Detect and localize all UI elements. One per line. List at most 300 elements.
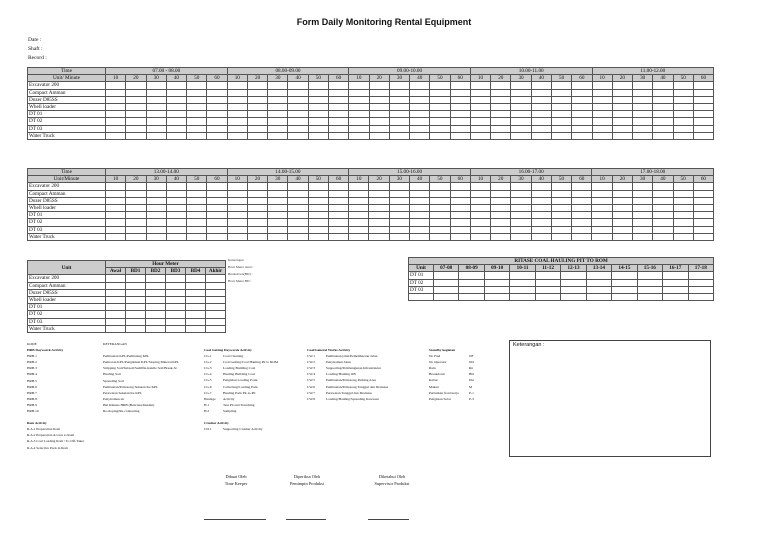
ritase-cell[interactable]: [434, 272, 459, 279]
activity-cell[interactable]: [430, 89, 450, 96]
activity-cell[interactable]: [308, 96, 328, 103]
hour-meter-cell[interactable]: [146, 275, 166, 282]
activity-cell[interactable]: [227, 111, 247, 118]
activity-cell[interactable]: [653, 183, 673, 190]
activity-cell[interactable]: [430, 219, 450, 226]
activity-cell[interactable]: [268, 89, 288, 96]
activity-cell[interactable]: [430, 183, 450, 190]
activity-cell[interactable]: [389, 82, 409, 89]
ritase-cell[interactable]: [459, 294, 484, 301]
activity-cell[interactable]: [531, 233, 551, 240]
activity-cell[interactable]: [187, 233, 207, 240]
activity-cell[interactable]: [410, 205, 430, 212]
activity-cell[interactable]: [288, 132, 308, 139]
activity-cell[interactable]: [491, 190, 511, 197]
activity-cell[interactable]: [653, 125, 673, 132]
activity-cell[interactable]: [673, 190, 693, 197]
activity-cell[interactable]: [592, 233, 612, 240]
activity-cell[interactable]: [166, 190, 186, 197]
ritase-cell[interactable]: [434, 279, 459, 286]
activity-cell[interactable]: [329, 104, 349, 111]
activity-cell[interactable]: [126, 96, 146, 103]
activity-cell[interactable]: [673, 183, 693, 190]
activity-cell[interactable]: [328, 233, 348, 240]
activity-cell[interactable]: [410, 219, 430, 226]
activity-cell[interactable]: [551, 197, 571, 204]
activity-cell[interactable]: [389, 89, 409, 96]
ritase-cell[interactable]: [688, 272, 714, 279]
activity-cell[interactable]: [693, 104, 713, 111]
hour-meter-cell[interactable]: [146, 289, 166, 296]
hour-meter-cell[interactable]: [106, 289, 126, 296]
activity-cell[interactable]: [673, 125, 693, 132]
activity-cell[interactable]: [410, 197, 430, 204]
activity-cell[interactable]: [551, 205, 571, 212]
activity-cell[interactable]: [268, 226, 288, 233]
activity-cell[interactable]: [470, 205, 490, 212]
ritase-cell[interactable]: [484, 272, 509, 279]
activity-cell[interactable]: [329, 118, 349, 125]
activity-cell[interactable]: [227, 233, 247, 240]
activity-cell[interactable]: [470, 111, 490, 118]
activity-cell[interactable]: [187, 183, 207, 190]
activity-cell[interactable]: [531, 118, 551, 125]
activity-cell[interactable]: [693, 233, 713, 240]
activity-cell[interactable]: [268, 96, 288, 103]
activity-cell[interactable]: [430, 233, 450, 240]
activity-cell[interactable]: [369, 125, 389, 132]
activity-cell[interactable]: [389, 190, 409, 197]
activity-cell[interactable]: [491, 205, 511, 212]
activity-cell[interactable]: [369, 226, 389, 233]
activity-cell[interactable]: [470, 125, 490, 132]
activity-cell[interactable]: [450, 226, 470, 233]
activity-cell[interactable]: [288, 104, 308, 111]
activity-cell[interactable]: [389, 132, 409, 139]
activity-cell[interactable]: [531, 212, 551, 219]
activity-cell[interactable]: [612, 82, 632, 89]
activity-cell[interactable]: [328, 205, 348, 212]
activity-cell[interactable]: [288, 212, 308, 219]
activity-cell[interactable]: [572, 125, 592, 132]
activity-cell[interactable]: [207, 111, 227, 118]
activity-cell[interactable]: [389, 233, 409, 240]
activity-cell[interactable]: [450, 125, 470, 132]
activity-cell[interactable]: [166, 82, 186, 89]
activity-cell[interactable]: [572, 82, 592, 89]
activity-cell[interactable]: [106, 104, 126, 111]
activity-cell[interactable]: [572, 104, 592, 111]
activity-cell[interactable]: [531, 219, 551, 226]
activity-cell[interactable]: [308, 226, 328, 233]
activity-cell[interactable]: [511, 233, 531, 240]
activity-cell[interactable]: [247, 132, 267, 139]
activity-cell[interactable]: [653, 197, 673, 204]
activity-cell[interactable]: [491, 219, 511, 226]
activity-cell[interactable]: [592, 118, 612, 125]
activity-cell[interactable]: [612, 125, 632, 132]
activity-cell[interactable]: [288, 190, 308, 197]
activity-cell[interactable]: [349, 190, 369, 197]
activity-cell[interactable]: [247, 197, 267, 204]
activity-cell[interactable]: [612, 212, 632, 219]
activity-cell[interactable]: [349, 132, 369, 139]
activity-cell[interactable]: [308, 82, 328, 89]
ritase-cell[interactable]: [535, 294, 560, 301]
activity-cell[interactable]: [106, 190, 126, 197]
activity-cell[interactable]: [146, 96, 166, 103]
hour-meter-cell[interactable]: [106, 282, 126, 289]
activity-cell[interactable]: [369, 197, 389, 204]
activity-cell[interactable]: [207, 212, 227, 219]
activity-cell[interactable]: [349, 111, 369, 118]
activity-cell[interactable]: [673, 104, 693, 111]
activity-cell[interactable]: [410, 132, 430, 139]
ritase-cell[interactable]: [561, 272, 586, 279]
activity-cell[interactable]: [389, 96, 409, 103]
activity-cell[interactable]: [592, 197, 612, 204]
activity-cell[interactable]: [247, 205, 267, 212]
ritase-cell[interactable]: [663, 279, 688, 286]
activity-cell[interactable]: [207, 205, 227, 212]
activity-cell[interactable]: [187, 89, 207, 96]
activity-cell[interactable]: [491, 197, 511, 204]
activity-cell[interactable]: [227, 82, 247, 89]
activity-cell[interactable]: [511, 125, 531, 132]
activity-cell[interactable]: [187, 96, 207, 103]
hour-meter-cell[interactable]: [166, 311, 186, 318]
activity-cell[interactable]: [146, 190, 166, 197]
ritase-cell[interactable]: [510, 272, 535, 279]
activity-cell[interactable]: [511, 111, 531, 118]
activity-cell[interactable]: [470, 118, 490, 125]
ritase-cell[interactable]: [510, 286, 535, 293]
activity-cell[interactable]: [572, 89, 592, 96]
activity-cell[interactable]: [207, 219, 227, 226]
activity-cell[interactable]: [207, 183, 227, 190]
activity-cell[interactable]: [572, 183, 592, 190]
activity-cell[interactable]: [247, 190, 267, 197]
activity-cell[interactable]: [450, 96, 470, 103]
activity-cell[interactable]: [187, 205, 207, 212]
activity-cell[interactable]: [430, 111, 450, 118]
activity-cell[interactable]: [612, 183, 632, 190]
activity-cell[interactable]: [511, 190, 531, 197]
activity-cell[interactable]: [126, 104, 146, 111]
activity-cell[interactable]: [349, 89, 369, 96]
hour-meter-cell[interactable]: [206, 304, 226, 311]
activity-cell[interactable]: [369, 205, 389, 212]
activity-cell[interactable]: [349, 82, 369, 89]
activity-cell[interactable]: [673, 233, 693, 240]
activity-cell[interactable]: [531, 96, 551, 103]
activity-cell[interactable]: [491, 104, 511, 111]
activity-cell[interactable]: [268, 82, 288, 89]
activity-cell[interactable]: [673, 132, 693, 139]
activity-cell[interactable]: [410, 118, 430, 125]
activity-cell[interactable]: [531, 226, 551, 233]
activity-cell[interactable]: [146, 89, 166, 96]
ritase-cell[interactable]: [535, 272, 560, 279]
activity-cell[interactable]: [329, 125, 349, 132]
activity-cell[interactable]: [288, 183, 308, 190]
activity-cell[interactable]: [430, 82, 450, 89]
activity-cell[interactable]: [511, 89, 531, 96]
ritase-cell[interactable]: [637, 286, 662, 293]
activity-cell[interactable]: [329, 96, 349, 103]
activity-cell[interactable]: [430, 96, 450, 103]
activity-cell[interactable]: [369, 118, 389, 125]
activity-cell[interactable]: [166, 197, 186, 204]
activity-cell[interactable]: [328, 197, 348, 204]
hour-meter-cell[interactable]: [106, 311, 126, 318]
hour-meter-cell[interactable]: [166, 318, 186, 325]
activity-cell[interactable]: [227, 104, 247, 111]
activity-cell[interactable]: [349, 226, 369, 233]
activity-cell[interactable]: [633, 125, 653, 132]
activity-cell[interactable]: [632, 226, 652, 233]
activity-cell[interactable]: [369, 132, 389, 139]
hour-meter-cell[interactable]: [186, 289, 206, 296]
activity-cell[interactable]: [247, 96, 267, 103]
activity-cell[interactable]: [633, 82, 653, 89]
hour-meter-cell[interactable]: [206, 275, 226, 282]
hour-meter-cell[interactable]: [146, 282, 166, 289]
activity-cell[interactable]: [308, 89, 328, 96]
activity-cell[interactable]: [450, 212, 470, 219]
activity-cell[interactable]: [693, 183, 713, 190]
activity-cell[interactable]: [592, 205, 612, 212]
activity-cell[interactable]: [430, 132, 450, 139]
activity-cell[interactable]: [632, 183, 652, 190]
activity-cell[interactable]: [410, 89, 430, 96]
activity-cell[interactable]: [247, 183, 267, 190]
ritase-cell[interactable]: [688, 279, 714, 286]
activity-cell[interactable]: [126, 125, 146, 132]
activity-cell[interactable]: [531, 104, 551, 111]
activity-cell[interactable]: [491, 82, 511, 89]
activity-cell[interactable]: [146, 226, 166, 233]
activity-cell[interactable]: [491, 132, 511, 139]
activity-cell[interactable]: [389, 104, 409, 111]
activity-cell[interactable]: [207, 226, 227, 233]
activity-cell[interactable]: [633, 111, 653, 118]
ritase-cell[interactable]: [612, 294, 637, 301]
activity-cell[interactable]: [106, 197, 126, 204]
activity-cell[interactable]: [227, 183, 247, 190]
activity-cell[interactable]: [288, 205, 308, 212]
activity-cell[interactable]: [349, 212, 369, 219]
activity-cell[interactable]: [450, 197, 470, 204]
activity-cell[interactable]: [491, 183, 511, 190]
activity-cell[interactable]: [410, 233, 430, 240]
activity-cell[interactable]: [247, 226, 267, 233]
activity-cell[interactable]: [632, 197, 652, 204]
activity-cell[interactable]: [288, 96, 308, 103]
activity-cell[interactable]: [653, 89, 673, 96]
activity-cell[interactable]: [551, 96, 571, 103]
activity-cell[interactable]: [369, 183, 389, 190]
activity-cell[interactable]: [308, 183, 328, 190]
activity-cell[interactable]: [693, 89, 713, 96]
hour-meter-cell[interactable]: [126, 275, 146, 282]
ritase-cell[interactable]: [637, 279, 662, 286]
activity-cell[interactable]: [653, 233, 673, 240]
activity-cell[interactable]: [612, 226, 632, 233]
activity-cell[interactable]: [470, 219, 490, 226]
hour-meter-cell[interactable]: [126, 282, 146, 289]
activity-cell[interactable]: [592, 132, 612, 139]
hour-meter-cell[interactable]: [166, 325, 186, 332]
hour-meter-cell[interactable]: [206, 282, 226, 289]
activity-cell[interactable]: [187, 197, 207, 204]
activity-cell[interactable]: [612, 118, 632, 125]
activity-cell[interactable]: [328, 226, 348, 233]
hour-meter-cell[interactable]: [126, 304, 146, 311]
ritase-cell[interactable]: [612, 279, 637, 286]
activity-cell[interactable]: [693, 205, 713, 212]
activity-cell[interactable]: [450, 205, 470, 212]
hour-meter-cell[interactable]: [106, 325, 126, 332]
activity-cell[interactable]: [369, 89, 389, 96]
activity-cell[interactable]: [531, 82, 551, 89]
activity-cell[interactable]: [693, 96, 713, 103]
activity-cell[interactable]: [268, 197, 288, 204]
activity-cell[interactable]: [450, 233, 470, 240]
activity-cell[interactable]: [349, 125, 369, 132]
activity-cell[interactable]: [389, 205, 409, 212]
activity-cell[interactable]: [126, 226, 146, 233]
activity-cell[interactable]: [592, 89, 612, 96]
activity-cell[interactable]: [389, 197, 409, 204]
activity-cell[interactable]: [572, 132, 592, 139]
activity-cell[interactable]: [369, 233, 389, 240]
activity-cell[interactable]: [673, 111, 693, 118]
activity-cell[interactable]: [612, 233, 632, 240]
activity-cell[interactable]: [247, 118, 267, 125]
activity-cell[interactable]: [531, 125, 551, 132]
hour-meter-cell[interactable]: [166, 297, 186, 304]
activity-cell[interactable]: [470, 190, 490, 197]
activity-cell[interactable]: [187, 190, 207, 197]
ritase-cell[interactable]: [688, 294, 714, 301]
activity-cell[interactable]: [633, 132, 653, 139]
ritase-cell[interactable]: [484, 286, 509, 293]
activity-cell[interactable]: [146, 125, 166, 132]
activity-cell[interactable]: [632, 190, 652, 197]
activity-cell[interactable]: [430, 125, 450, 132]
hour-meter-cell[interactable]: [126, 325, 146, 332]
activity-cell[interactable]: [369, 219, 389, 226]
ritase-cell[interactable]: [612, 286, 637, 293]
activity-cell[interactable]: [511, 212, 531, 219]
activity-cell[interactable]: [268, 111, 288, 118]
activity-cell[interactable]: [288, 197, 308, 204]
activity-cell[interactable]: [288, 111, 308, 118]
activity-cell[interactable]: [511, 205, 531, 212]
hour-meter-cell[interactable]: [186, 275, 206, 282]
ritase-cell[interactable]: [484, 294, 509, 301]
activity-cell[interactable]: [126, 89, 146, 96]
hour-meter-cell[interactable]: [146, 325, 166, 332]
activity-cell[interactable]: [166, 125, 186, 132]
activity-cell[interactable]: [308, 219, 328, 226]
activity-cell[interactable]: [653, 96, 673, 103]
ritase-cell[interactable]: [688, 286, 714, 293]
activity-cell[interactable]: [592, 226, 612, 233]
activity-cell[interactable]: [410, 226, 430, 233]
activity-cell[interactable]: [106, 233, 126, 240]
activity-cell[interactable]: [126, 219, 146, 226]
activity-cell[interactable]: [227, 96, 247, 103]
activity-cell[interactable]: [207, 233, 227, 240]
activity-cell[interactable]: [268, 118, 288, 125]
activity-cell[interactable]: [693, 82, 713, 89]
activity-cell[interactable]: [288, 125, 308, 132]
activity-cell[interactable]: [369, 96, 389, 103]
activity-cell[interactable]: [531, 205, 551, 212]
activity-cell[interactable]: [551, 219, 571, 226]
activity-cell[interactable]: [247, 82, 267, 89]
hour-meter-cell[interactable]: [146, 297, 166, 304]
ritase-cell[interactable]: [434, 286, 459, 293]
activity-cell[interactable]: [106, 219, 126, 226]
activity-cell[interactable]: [531, 197, 551, 204]
activity-cell[interactable]: [551, 89, 571, 96]
activity-cell[interactable]: [349, 104, 369, 111]
activity-cell[interactable]: [450, 132, 470, 139]
activity-cell[interactable]: [106, 118, 126, 125]
activity-cell[interactable]: [511, 183, 531, 190]
activity-cell[interactable]: [106, 96, 126, 103]
activity-cell[interactable]: [693, 132, 713, 139]
activity-cell[interactable]: [551, 125, 571, 132]
activity-cell[interactable]: [511, 118, 531, 125]
activity-cell[interactable]: [592, 212, 612, 219]
ritase-cell[interactable]: [561, 294, 586, 301]
activity-cell[interactable]: [693, 190, 713, 197]
hour-meter-cell[interactable]: [206, 325, 226, 332]
activity-cell[interactable]: [531, 89, 551, 96]
activity-cell[interactable]: [146, 219, 166, 226]
activity-cell[interactable]: [410, 96, 430, 103]
activity-cell[interactable]: [673, 197, 693, 204]
activity-cell[interactable]: [166, 118, 186, 125]
activity-cell[interactable]: [308, 111, 328, 118]
activity-cell[interactable]: [673, 96, 693, 103]
activity-cell[interactable]: [288, 118, 308, 125]
activity-cell[interactable]: [349, 219, 369, 226]
activity-cell[interactable]: [693, 226, 713, 233]
activity-cell[interactable]: [551, 111, 571, 118]
activity-cell[interactable]: [693, 111, 713, 118]
activity-cell[interactable]: [247, 125, 267, 132]
activity-cell[interactable]: [166, 226, 186, 233]
activity-cell[interactable]: [673, 219, 693, 226]
activity-cell[interactable]: [389, 183, 409, 190]
activity-cell[interactable]: [470, 96, 490, 103]
activity-cell[interactable]: [146, 111, 166, 118]
activity-cell[interactable]: [673, 82, 693, 89]
activity-cell[interactable]: [612, 132, 632, 139]
activity-cell[interactable]: [268, 125, 288, 132]
hour-meter-cell[interactable]: [126, 318, 146, 325]
activity-cell[interactable]: [673, 89, 693, 96]
activity-cell[interactable]: [389, 118, 409, 125]
activity-cell[interactable]: [166, 219, 186, 226]
activity-cell[interactable]: [268, 132, 288, 139]
activity-cell[interactable]: [288, 89, 308, 96]
